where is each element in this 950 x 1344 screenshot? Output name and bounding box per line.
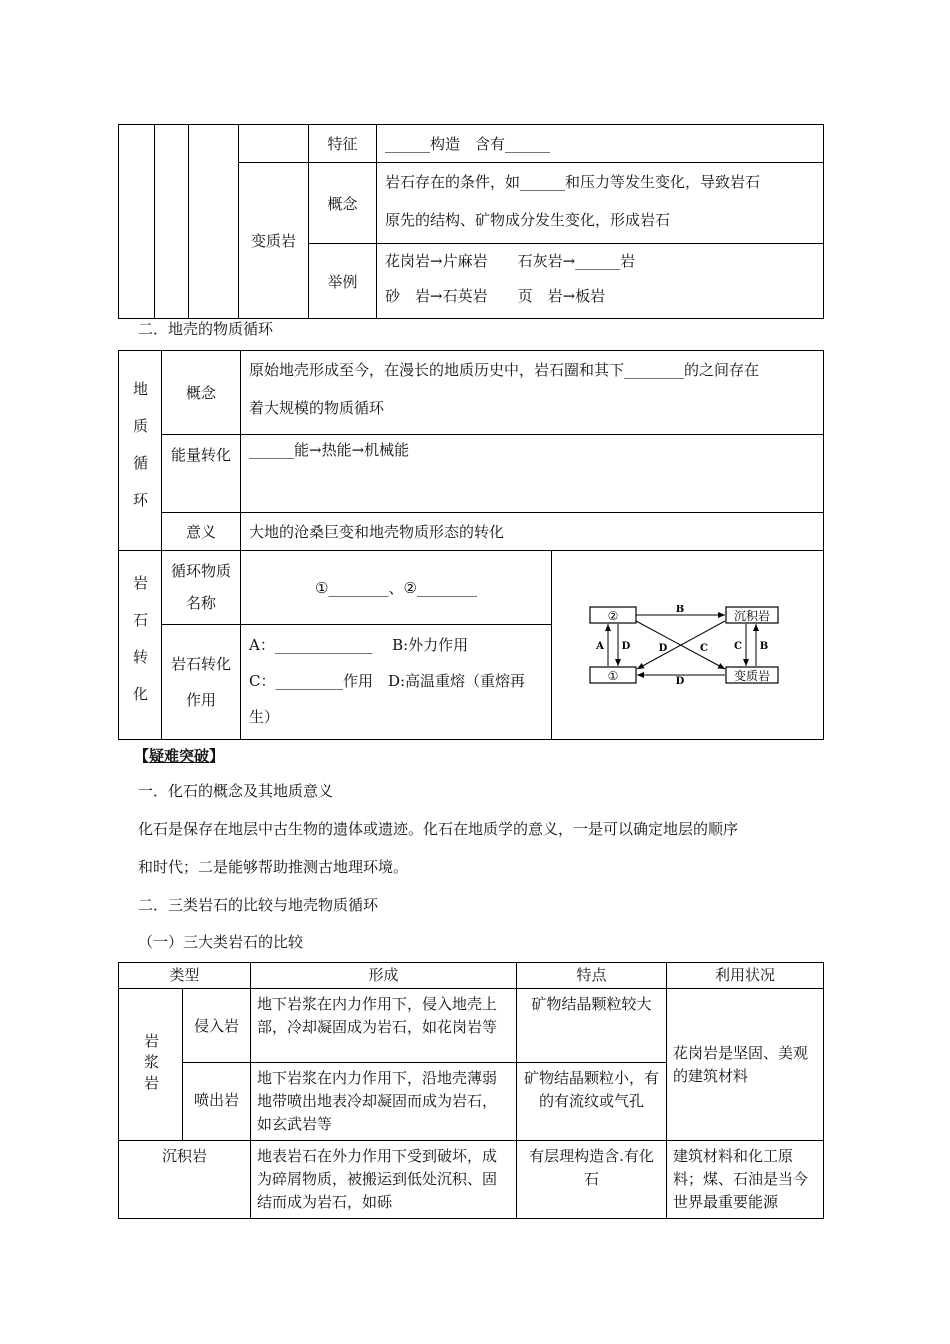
action-line3: 生） (249, 708, 280, 726)
example-label: 举例 (309, 244, 377, 319)
feature-text: ______构造 含有______ (377, 125, 824, 163)
rock-transform-label: 岩石转化 (119, 551, 162, 740)
fossil-heading: 一．化石的概念及其地质意义 (138, 782, 334, 800)
intrusive-formation: 地下岩浆在内力作用下，侵入地壳上部，冷却凝固成为岩石，如花岗岩等 (251, 989, 517, 1063)
material-label: 循环物质名称 (162, 551, 241, 625)
empty-cell (189, 125, 239, 319)
difficulty-heading (134, 745, 224, 766)
header-feature: 特点 (517, 963, 667, 989)
action-line2: C：_________作用 D:高温重熔（重熔再 (249, 672, 526, 690)
header-formation: 形成 (251, 963, 517, 989)
concept-line2: 着大规模的物质循环 (249, 399, 385, 417)
crust-cycle-table (118, 350, 824, 740)
metamorphic-table (118, 124, 824, 319)
action-line1: A：_____________ B:外力作用 (249, 636, 469, 654)
action-label: 岩石转化作用 (162, 625, 241, 740)
intrusive-feature: 矿物结晶颗粒较大 (517, 989, 667, 1063)
empty-cell (119, 125, 155, 319)
meaning-text: 大地的沧桑巨变和地壳物质形态的转化 (241, 513, 824, 551)
empty-cell (155, 125, 189, 319)
sedimentary-use: 建筑材料和化工原料；煤、石油是当今世界最重要能源 (667, 1141, 824, 1219)
action-cell (241, 625, 552, 740)
extrusive-feature: 矿物结晶颗粒小，有的有流纹或气孔 (517, 1063, 667, 1141)
fossil-para-line1: 化石是保存在地层中古生物的遗体或遗迹。化石在地质学的意义，一是可以确定地层的顺序 (138, 820, 739, 838)
box-tr-label: 沉积岩 (733, 609, 770, 623)
label-right-c: C (733, 641, 742, 652)
box-tl-label: ② (607, 609, 618, 623)
energy-label: 能量转化 (162, 435, 241, 513)
concept-line1: 岩石存在的条件，如______和压力等发生变化，导致岩石 (385, 173, 761, 191)
example-line2: 砂 岩→石英岩 页 岩→板岩 (385, 287, 606, 305)
compare-heading: 二．三类岩石的比较与地壳物质循环 (138, 896, 379, 914)
compare-subheading: （一）三大类岩石的比较 (138, 933, 304, 951)
label-cross-c: C (699, 643, 708, 654)
label-right-b: B (759, 641, 768, 652)
label-cross-d: D (658, 643, 667, 654)
sedimentary-feature: 有层理构造含.有化石 (517, 1141, 667, 1219)
box-bl-label: ① (607, 669, 618, 683)
meaning-label: 意义 (162, 513, 241, 551)
sedimentary-label: 沉积岩 (119, 1141, 251, 1219)
concept-line2: 原先的结构、矿物成分发生变化，形成岩石 (385, 211, 671, 229)
magmatic-use: 花岗岩是坚固、美观的建筑材料 (667, 989, 824, 1141)
intrusive-label: 侵入岩 (183, 989, 251, 1063)
metamorphic-label: 变质岩 (239, 163, 309, 319)
material-text: ①________、②________ (241, 551, 552, 625)
concept-cell (377, 163, 824, 244)
empty-cell (239, 125, 309, 163)
label-left-a: A (595, 641, 604, 652)
concept-cell (241, 351, 824, 435)
section2-heading: 二．地壳的物质循环 (138, 320, 274, 338)
sedimentary-formation: 地表岩石在外力作用下受到破坏，成为碎屑物质，被搬运到低处沉积、固结而成为岩石，如砾 (251, 1141, 517, 1219)
box-br-label: 变质岩 (733, 669, 770, 683)
difficulty-heading-text: 【疑难突破】 (134, 747, 225, 765)
concept-line1: 原始地壳形成至今，在漫长的地质历史中，岩石圈和其下________的之间存在 (249, 361, 760, 379)
concept-label: 概念 (309, 163, 377, 244)
rock-cycle-diagram (588, 605, 788, 685)
header-type: 类型 (119, 963, 251, 989)
example-line1: 花岗岩→片麻岩 石灰岩→______岩 (385, 252, 636, 270)
example-cell (377, 244, 824, 319)
extrusive-formation: 地下岩浆在内力作用下，沿地壳薄弱地带喷出地表冷却凝固而成为岩石，如玄武岩等 (251, 1063, 517, 1141)
extrusive-label: 喷出岩 (183, 1063, 251, 1141)
energy-text: ______能→热能→机械能 (241, 435, 824, 513)
concept-label: 概念 (162, 351, 241, 435)
label-left-d: D (621, 641, 630, 652)
fossil-para-line2: 和时代；二是能够帮助推测古地理环境。 (138, 858, 409, 876)
header-use: 利用状况 (667, 963, 824, 989)
rock-cycle-diagram-cell (552, 551, 824, 740)
geo-cycle-label: 地质循环 (119, 351, 162, 551)
rock-comparison-table (118, 962, 824, 1219)
magmatic-label: 岩浆岩 (119, 989, 183, 1141)
feature-label: 特征 (309, 125, 377, 163)
label-bottom: D (675, 676, 684, 685)
label-top: B (675, 605, 684, 615)
